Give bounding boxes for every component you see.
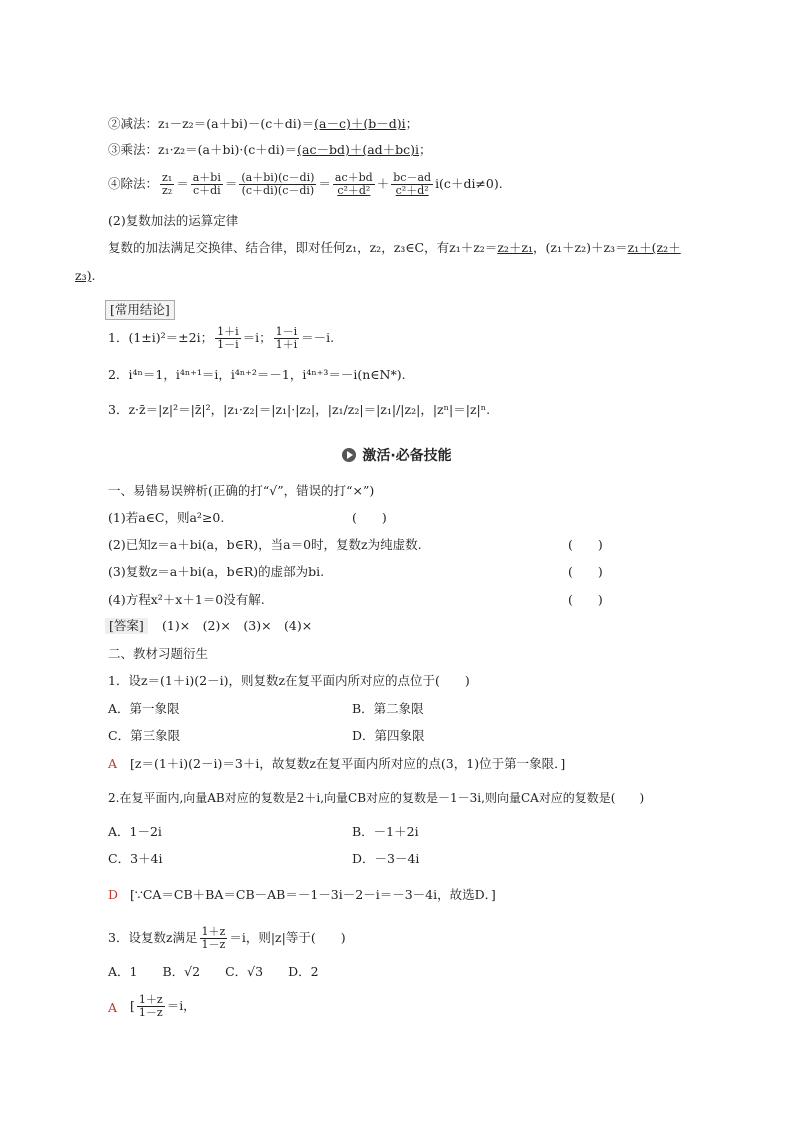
conclusion-text: ＝－i. xyxy=(301,330,335,345)
fraction xyxy=(239,172,316,197)
law-text: . xyxy=(91,268,96,283)
denominator: c＋di xyxy=(192,184,221,197)
part1-title: 一、易错易误辨析(正确的打“√”，错误的打“×”) xyxy=(108,483,375,498)
fraction xyxy=(160,172,174,197)
section-title xyxy=(0,445,794,465)
conclusion-2: 2．i⁴ⁿ＝1，i⁴ⁿ⁺¹＝i，i⁴ⁿ⁺²＝－1，i⁴ⁿ⁺³＝－i(n∈N*). xyxy=(108,367,406,382)
conclusion-1 xyxy=(108,326,334,351)
law-line-1 xyxy=(108,240,681,256)
question-text: 3．设复数z满足 xyxy=(108,930,198,945)
numerator: ac＋bd xyxy=(334,171,373,184)
numerator: 1＋i xyxy=(217,325,239,338)
option: C．第三象限 xyxy=(108,728,181,743)
play-icon xyxy=(342,448,356,462)
question-1: 1．设z＝(1＋i)(2－i)，则复数z在复平面内所对应的点位于( ) xyxy=(108,673,470,688)
numerator: (a＋bi)(c－di) xyxy=(241,171,315,184)
conclusion-3: 3．z·z̄＝|z|²＝|z̄|²，|z₁·z₂|＝|z₁|·|z₂|，|z₁/z₂|＝|z₁|/|z₂|，|zⁿ|＝|z|ⁿ. xyxy=(108,402,491,417)
option: B．第二象限 xyxy=(352,701,424,716)
option: D．－3－4i xyxy=(352,851,420,866)
fraction xyxy=(274,326,300,351)
answer-label: [答案] xyxy=(105,618,148,634)
law-answer: z₂＋z₁ xyxy=(497,240,534,255)
numerator: a＋bi xyxy=(192,171,221,184)
fraction xyxy=(333,172,375,197)
subtraction-tail: ； xyxy=(405,116,419,131)
conclusion-text: 1．(1±i)²＝±2i； xyxy=(108,330,214,345)
conclusions-label: [常用结论] xyxy=(105,300,175,320)
subtraction-rule xyxy=(108,116,418,132)
fraction xyxy=(215,326,241,351)
solution xyxy=(130,994,196,1019)
options-row: A．1 B．√2 C．√3 D．2 xyxy=(108,964,319,979)
numerator: 1＋z xyxy=(138,993,163,1006)
multiplication-tail: ； xyxy=(419,142,432,157)
denominator: c²＋d² xyxy=(337,184,371,197)
fraction xyxy=(200,926,228,951)
section-title-text: 激活·必备技能 xyxy=(362,448,452,464)
option: A．1－2i xyxy=(108,824,162,839)
denominator: 1＋i xyxy=(275,338,298,351)
denominator: (c＋di)(c－di) xyxy=(241,184,315,197)
question-3 xyxy=(108,926,346,951)
law-text: 复数的加法满足交换律、结合律，即对任何z₁，z₂，z₃∈C，有z₁＋z₂＝ xyxy=(108,240,498,255)
solution: [z＝(1＋i)(2－i)＝3＋i，故复数z在复平面内所对应的点(3，1)位于第一象限．] xyxy=(130,756,566,771)
judge-paren: ( ) xyxy=(568,564,603,579)
question-text: ＝i，则|z|等于( ) xyxy=(229,930,346,945)
answer-letter: A xyxy=(108,756,118,771)
numerator: bc－ad xyxy=(393,171,432,184)
division-label: ④除法： xyxy=(108,176,159,191)
judge-item-text: (1)若a∈C，则a²≥0. xyxy=(108,510,225,525)
numerator: 1＋z xyxy=(201,925,226,938)
question-2: 2.在复平面内,向量AB对应的复数是2＋i,向量CB对应的复数是－1－3i,则向量CA对应的复数是( ) xyxy=(108,791,645,805)
judge-paren: ( ) xyxy=(352,510,387,525)
option: A．第一象限 xyxy=(108,701,180,716)
judge-item xyxy=(108,592,265,608)
subtraction-text: ②减法：z₁－z₂＝(a＋bi)－(c＋di)＝ xyxy=(108,116,315,131)
judge-item-text: (4)方程x²＋x＋1＝0没有解. xyxy=(108,592,265,607)
subtraction-result: (a－c)＋(b－d)i xyxy=(314,116,406,131)
law-line-2 xyxy=(75,268,95,284)
judge-paren: ( ) xyxy=(568,592,603,607)
judge-paren: ( ) xyxy=(568,537,603,552)
solution-text: [ xyxy=(130,998,135,1013)
division-rule: ④除法： $\frac{\text{z₁}}{\text{z₂}}$ ＝ $\frac{a+bi}{c+di}$ ＝ $\frac{(a+bi)(c-di)}{(c+di)(c-di)}$ ＝ $\frac{ac+bd}{\text{c²＋d²}}$ ＋ $\frac{bc-ad}{\text{c²＋d²}}$ i(c＋di≠0). xyxy=(108,171,503,197)
denominator: 1－z xyxy=(138,1006,163,1019)
judge-item xyxy=(108,510,224,526)
conclusion-text: ＝i； xyxy=(242,330,272,345)
fraction xyxy=(391,172,433,197)
option: D．第四象限 xyxy=(352,728,425,743)
law-answer: z₃) xyxy=(75,268,92,283)
judge-item-text: (3)复数z＝a＋bi(a，b∈R)的虚部为bi. xyxy=(108,564,325,579)
numerator: z₁ xyxy=(162,171,173,184)
judge-item xyxy=(108,564,324,580)
multiplication-rule xyxy=(108,142,432,158)
judge-item-text: (2)已知z＝a＋bi(a，b∈R)，当a＝0时，复数z为纯虚数. xyxy=(108,537,422,552)
option: C．3＋4i xyxy=(108,851,163,866)
multiplication-text: ③乘法：z₁·z₂＝(a＋bi)·(c＋di)＝ xyxy=(108,142,298,157)
division-tail: i(c＋di≠0). xyxy=(435,176,503,191)
judge-item xyxy=(108,537,422,553)
law-heading: (2)复数加法的运算定律 xyxy=(108,213,239,228)
numerator: 1－i xyxy=(275,325,298,338)
fraction xyxy=(137,994,165,1019)
multiplication-result: (ac－bd)＋(ad＋bc)i xyxy=(297,142,420,157)
law-answer: z₁＋(z₂＋ xyxy=(627,240,681,255)
solution-text: ＝i， xyxy=(166,998,196,1013)
law-text: ，(z₁＋z₂)＋z₃＝ xyxy=(533,240,628,255)
answer-letter: D xyxy=(108,887,119,902)
denominator: 1－z xyxy=(201,938,226,951)
solution: [∵CA＝CB＋BA＝CB－AB＝－1－3i－2－i＝－3－4i，故选D．] xyxy=(130,887,496,902)
answer-letter: A xyxy=(108,1000,118,1015)
part2-title: 二、教材习题衍生 xyxy=(108,646,209,661)
denominator: c²＋d² xyxy=(395,184,429,197)
denominator: 1－i xyxy=(217,338,239,351)
denominator: z₂ xyxy=(162,184,173,197)
option: B．－1＋2i xyxy=(352,824,419,839)
fraction xyxy=(191,172,223,197)
answer-text: (1)× (2)× (3)× (4)× xyxy=(162,618,313,633)
